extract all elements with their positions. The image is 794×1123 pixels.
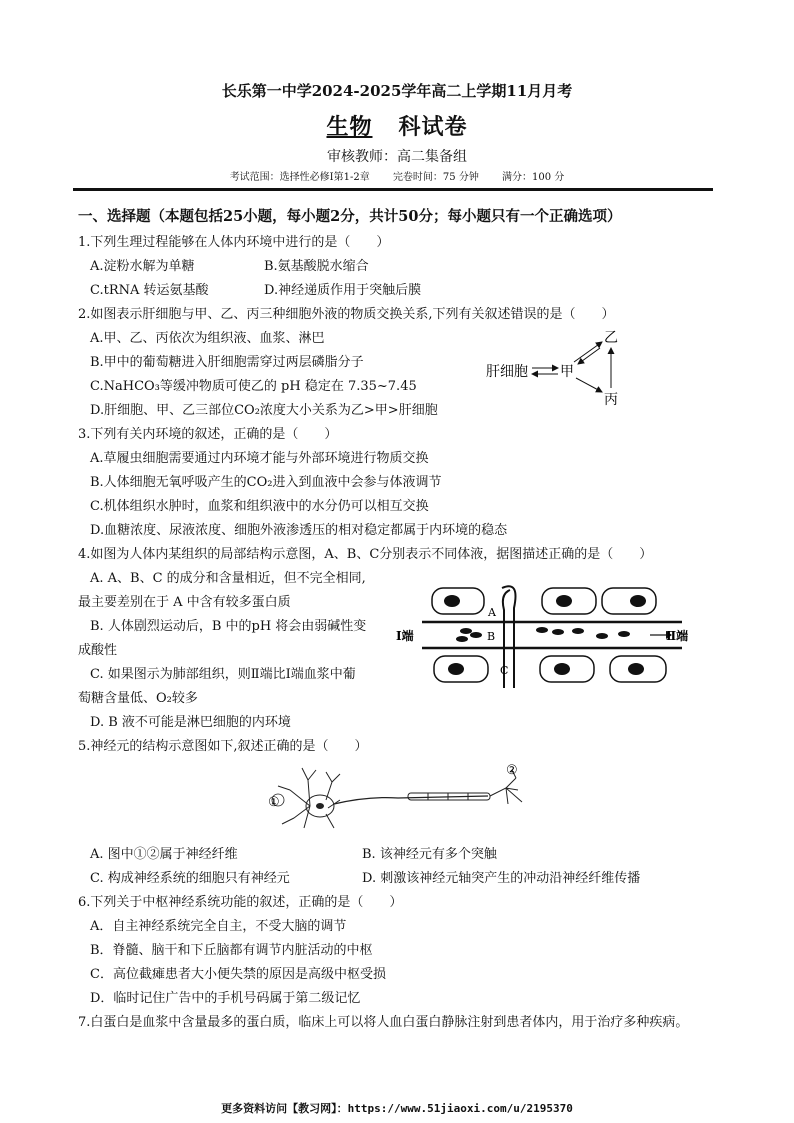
exam-duration: 完卷时间：75 分钟 xyxy=(392,172,479,183)
q1-option-b: B.氨基酸脱水缩合 xyxy=(264,259,369,274)
exam-score: 满分：100 分 xyxy=(502,172,565,183)
q5-mark-1: ① xyxy=(268,795,280,810)
q4-blood-cell xyxy=(572,628,584,634)
q2-arrow-jia-to-yi xyxy=(574,342,602,362)
q3-option-b: B.人体细胞无氧呼吸产生的CO₂进入到血液中会参与体液调节 xyxy=(90,475,442,490)
q3-option-d: D.血糖浓度、尿液浓度、细胞外液渗透压的相对稳定都属于内环境的稳态 xyxy=(90,523,508,538)
q3-option-c: C.机体组织水肿时，血浆和组织液中的水分仍可以相互交换 xyxy=(90,499,429,514)
reviewer-line: 审核教师：高二集备组 xyxy=(327,149,467,165)
q4-option-c-line1: C. 如果图示为肺部组织，则Ⅱ端比Ⅰ端血浆中葡 xyxy=(90,667,356,682)
q4-blood-cell xyxy=(460,628,472,634)
q5-nucleus xyxy=(316,803,324,809)
q4-option-b-line2: 成酸性 xyxy=(78,643,118,658)
header-divider xyxy=(73,188,713,191)
q4-option-c-line2: 萄糖含量低、O₂较多 xyxy=(78,691,198,706)
q4-cell-nucleus xyxy=(448,663,464,675)
q3-stem: 3.下列有关内环境的叙述，正确的是（ ） xyxy=(78,427,338,442)
subject-suffix: 科试卷 xyxy=(398,114,468,140)
q4-cell-nucleus xyxy=(444,595,460,607)
q4-cell-nucleus xyxy=(554,663,570,675)
school-title: 长乐第一中学2024-2025学年高二上学期11月月考 xyxy=(221,82,573,100)
q4-label-a: A xyxy=(488,606,496,619)
q4-cell-nucleus xyxy=(628,663,644,675)
q4-cell xyxy=(602,588,656,614)
q4-stem: 4.如图为人体内某组织的局部结构示意图，A、B、C分别表示不同体液，据图描述正确的是（ ） xyxy=(78,547,653,562)
subject-title xyxy=(0,110,794,141)
q4-blood-cell xyxy=(470,632,482,638)
exam-info xyxy=(0,168,794,183)
q6-option-d: D．临时记住广告中的手机号码属于第二级记忆 xyxy=(90,991,361,1006)
q2-option-a: A.甲、乙、丙依次为组织液、血浆、淋巴 xyxy=(90,331,325,346)
q5-stem: 5.神经元的结构示意图如下,叙述正确的是（ ） xyxy=(78,739,368,754)
footer-link[interactable]: 更多资料访问【教习网】：https://www.51jiaoxi.com/u/2195370 xyxy=(221,1102,573,1115)
q2-exchange-diagram xyxy=(478,324,638,412)
q4-blood-cell xyxy=(456,636,468,642)
q5-neuron-diagram xyxy=(268,760,538,832)
q6-option-b: B．脊髓、脑干和下丘脑都有调节内脏活动的中枢 xyxy=(90,943,373,958)
q4-option-a-line2: 最主要差别在于 A 中含有较多蛋白质 xyxy=(78,595,291,610)
q4-label-end-2: Ⅱ端 xyxy=(666,629,689,643)
q2-label-jia: 甲 xyxy=(560,364,574,380)
q2-label-liver: 肝细胞 xyxy=(486,364,528,380)
q6-stem: 6.下列关于中枢神经系统功能的叙述，正确的是（ ） xyxy=(78,895,403,910)
q6-option-a: A．自主神经系统完全自主，不受大脑的调节 xyxy=(90,919,347,934)
subject-name: 生物 xyxy=(326,114,373,140)
q4-option-b-line1: B. 人体剧烈运动后，B 中的pH 将会由弱碱性变 xyxy=(90,619,367,634)
q4-blood-cell xyxy=(536,627,548,633)
q5-dendrites xyxy=(278,768,340,828)
q5-option-d: D. 刺激该神经元轴突产生的冲动沿神经纤维传播 xyxy=(362,871,641,886)
q2-arrow-jia-to-bing xyxy=(576,378,602,392)
q4-option-d: D. B 液不可能是淋巴细胞的内环境 xyxy=(90,715,291,730)
q1-option-d: D.神经递质作用于突触后膜 xyxy=(264,283,422,298)
exam-scope: 考试范围：选择性必修Ⅰ第1-2章 xyxy=(229,172,370,183)
q4-blood-cell xyxy=(618,631,630,637)
q6-option-c: C．高位截瘫患者大小便失禁的原因是高级中枢受损 xyxy=(90,967,386,982)
q1-option-c: C.tRNA 转运氨基酸 xyxy=(90,283,209,298)
q4-option-a-line1: A. A、B、C 的成分和含量相近，但不完全相同, xyxy=(90,571,366,586)
q2-option-d: D.肝细胞、甲、乙三部位CO₂浓度大小关系为乙>甲>肝细胞 xyxy=(90,403,438,418)
q2-label-yi: 乙 xyxy=(604,330,618,346)
q4-blood-cell xyxy=(596,633,608,639)
q5-mark-2: ② xyxy=(506,763,518,778)
q2-option-c: C.NaHCO₃等缓冲物质可使乙的 pH 稳定在 7.35~7.45 xyxy=(90,379,417,394)
q2-label-bing: 丙 xyxy=(604,392,618,408)
section-title: 一、选择题（本题包括25小题，每小题2分，共计50分；每小题只有一个正确选项） xyxy=(78,208,622,225)
q1-stem: 1.下列生理过程能够在人体内环境中进行的是（ ） xyxy=(78,235,390,250)
q3-option-a: A.草履虫细胞需要通过内环境才能与外部环境进行物质交换 xyxy=(90,451,429,466)
q4-label-c: C xyxy=(500,664,509,677)
q2-arrow-yi-to-jia xyxy=(578,348,600,364)
q4-blood-cell xyxy=(552,629,564,635)
q4-cell-nucleus xyxy=(630,595,646,607)
q4-label-b: B xyxy=(487,630,496,643)
q5-option-b: B. 该神经元有多个突触 xyxy=(362,847,497,862)
q4-label-end-1: Ⅰ端 xyxy=(396,629,414,643)
q2-stem: 2.如图表示肝细胞与甲、乙、丙三种细胞外液的物质交换关系,下列有关叙述错误的是（ ） xyxy=(78,307,615,322)
q5-option-a: A. 图中①②属于神经纤维 xyxy=(90,847,238,862)
q7-stem: 7.白蛋白是血浆中含量最多的蛋白质，临床上可以将人血白蛋白静脉注射到患者体内，用于治疗多种疾病。 xyxy=(78,1015,689,1030)
q4-tissue-diagram xyxy=(392,584,698,696)
q5-option-c: C. 构成神经系统的细胞只有神经元 xyxy=(90,871,290,886)
q4-cell-nucleus xyxy=(556,595,572,607)
q1-option-a: A.淀粉水解为单糖 xyxy=(90,259,195,274)
q2-option-b: B.甲中的葡萄糖进入肝细胞需穿过两层磷脂分子 xyxy=(90,355,364,370)
